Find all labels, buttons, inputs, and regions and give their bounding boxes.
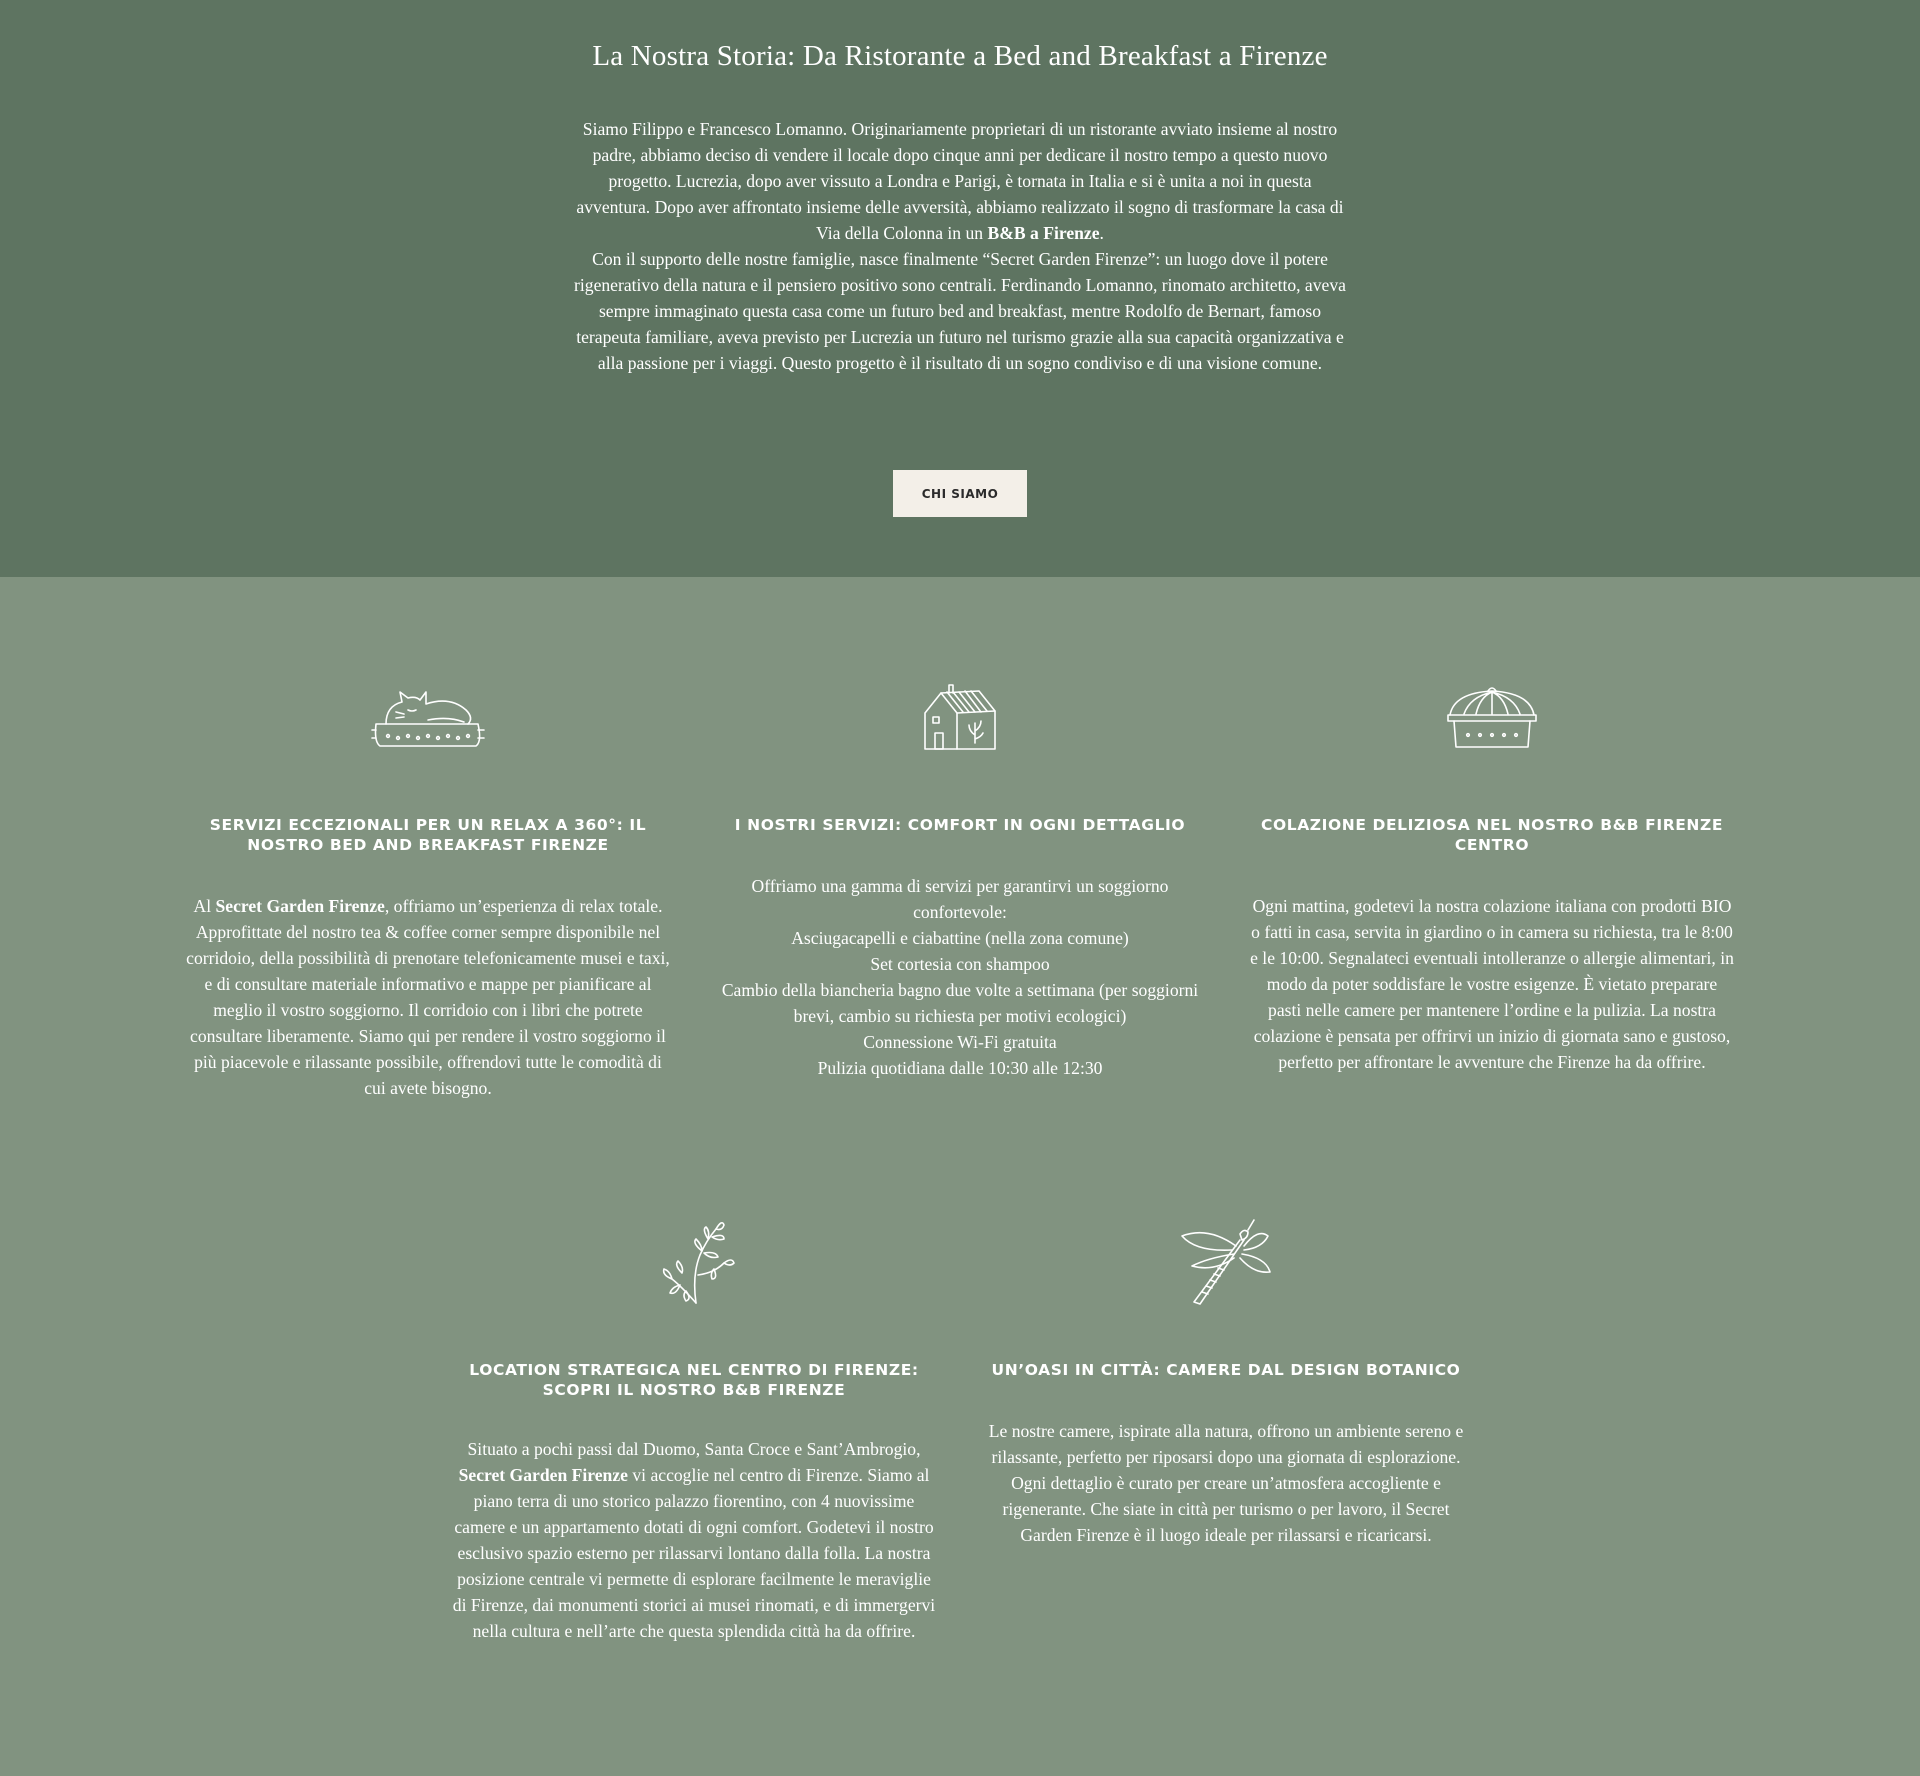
dragonfly-icon — [1178, 1218, 1274, 1306]
story-title: La Nostra Storia: Da Ristorante a Bed and Breakfast a Firenze — [592, 40, 1328, 72]
services-item-hairdryer: Asciugacapelli e ciabattine (nella zona comune) — [791, 928, 1129, 948]
feature-location-brand: Secret Garden Firenze — [458, 1465, 628, 1485]
feature-breakfast-title: COLAZIONE DELIZIOSA NEL NOSTRO B&B FIRENZE CENTRO — [1260, 816, 1724, 854]
services-intro: Offriamo una gamma di servizi per garantirvi un soggiorno confortevole: — [751, 876, 1169, 922]
story-paragraph-1 — [572, 116, 1348, 246]
feature-rooms-text: Le nostre camere, ispirate alla natura, offrono un ambiente sereno e rilassante, perfetto per riposarsi dopo una giornata di esplorazione. Ogni dettaglio è curato per creare un’atmosfera accogliente e rigenerante. Che siate in città per turismo o per lavoro, il Secret Garden Firenze è il luogo ideale per rilassarsi e ricaricarsi. — [988, 1421, 1464, 1545]
chi-siamo-button[interactable]: CHI SIAMO — [893, 470, 1027, 517]
house-icon — [919, 683, 1001, 753]
story-section — [0, 0, 1920, 577]
feature-relax-brand: Secret Garden Firenze — [215, 896, 385, 916]
feature-relax-text — [186, 893, 670, 1101]
feature-location-text — [452, 1436, 936, 1644]
services-item-wifi: Connessione Wi-Fi gratuita — [863, 1032, 1057, 1052]
story-paragraph-1-end: . — [1099, 223, 1104, 243]
cloche-icon — [1444, 681, 1540, 753]
services-item-linen-change: Cambio della biancheria bagno due volte a settimana (per soggiorni brevi, cambio su richiesta per motivi ecologici) — [721, 980, 1199, 1026]
feature-services-title: I NOSTRI SERVIZI: COMFORT IN OGNI DETTAGLIO — [734, 816, 1186, 834]
feature-location-text-b: vi accoglie nel centro di Firenze. Siamo al piano terra di uno storico palazzo fiorentino, con 4 nuovissime camere e un appartamento dotati di ogni comfort. Godetevi il nostro esclusivo spazio esterno per rilassarvi lontano dalla folla. La nostra posizione centrale vi permette di esplorare facilmente le meraviglie di Firenze, dai monumenti storici ai musei rinomati, e di immergervi nella cultura e nell’arte che questa splendida città ha da offrire. — [452, 1465, 936, 1641]
story-paragraph-1-text: Siamo Filippo e Francesco Lomanno. Originariamente proprietari di un ristorante avviato insieme al nostro padre, abbiamo deciso di vendere il locale dopo cinque anni per dedicare il nostro tempo a questo nuovo progetto. Lucrezia, dopo aver vissuto a Londra e Parigi, è tornata in Italia e si è unita a noi in questa avventura. Dopo aver affrontato insieme delle avversità, abbiamo realizzato il sogno di trasformare la casa di Via della Colonna in un — [576, 119, 1344, 243]
feature-rooms-title: UN’OASI IN CITTÀ: CAMERE DAL DESIGN BOTANICO — [991, 1361, 1461, 1379]
story-paragraph-2: Con il supporto delle nostre famiglie, nasce finalmente “Secret Garden Firenze”: un luogo dove il potere rigenerativo della natura e il pensiero positivo sono centrali. Ferdinando Lomanno, rinomato architetto, aveva sempre immaginato questa casa come un futuro bed and breakfast, mentre Rodolfo de Bernart, famoso terapeuta familiare, aveva previsto per Lucrezia un futuro nel turismo grazie alla sua capacità organizzativa e alla passione per i viaggi. Questo progetto è il risultato di un sogno condiviso e di una visione comune. — [574, 249, 1346, 373]
feature-location-title: LOCATION STRATEGICA NEL CENTRO DI FIRENZE: SCOPRI IL NOSTRO B&B FIRENZE — [469, 1361, 919, 1399]
story-text — [572, 116, 1348, 376]
feature-relax-title: SERVIZI ECCEZIONALI PER UN RELAX A 360°: IL NOSTRO BED AND BREAKFAST FIRENZE — [209, 816, 647, 854]
story-bnb-link-text: B&B a Firenze — [987, 223, 1100, 243]
services-item-cleaning: Pulizia quotidiana dalle 10:30 alle 12:30 — [817, 1058, 1103, 1078]
feature-relax-text-a: Al — [193, 896, 216, 916]
feature-location-text-a: Situato a pochi passi dal Duomo, Santa Croce e Sant’Ambrogio, — [467, 1439, 921, 1459]
sleeping-cat-icon — [368, 680, 488, 754]
services-item-courtesy-set: Set cortesia con shampoo — [870, 954, 1050, 974]
plant-sprig-icon — [652, 1215, 736, 1307]
feature-relax-text-b: , offriamo un’esperienza di relax totale. Approfittate del nostro tea & coffee corner sempre disponibile nel corridoio, della possibilità di prenotare telefonicamente musei e taxi, e di consultare materiale informativo e mappe per pianificare al meglio il vostro soggiorno. Il corridoio con i libri che potrete consultare liberamente. Siamo qui per rendere il vostro soggiorno il più piacevole e rilassante possibile, offrendovi tutte le comodità di cui avete bisogno. — [186, 896, 670, 1098]
feature-breakfast-text: Ogni mattina, godetevi la nostra colazione italiana con prodotti BIO o fatti in casa, servita in giardino o in camera su richiesta, tra le 8:00 e le 10:00. Segnalateci eventuali intolleranze o allergie alimentari, in modo da poter soddisfare le vostre esigenze. È vietato preparare pasti nelle camere per mantenere l’ordine e la pulizia. La nostra colazione è pensata per offrirvi un inizio di giornata sano e gustoso, perfetto per affrontare le avventure che Firenze ha da offrire. — [1250, 896, 1734, 1072]
feature-services-list — [718, 873, 1202, 1081]
